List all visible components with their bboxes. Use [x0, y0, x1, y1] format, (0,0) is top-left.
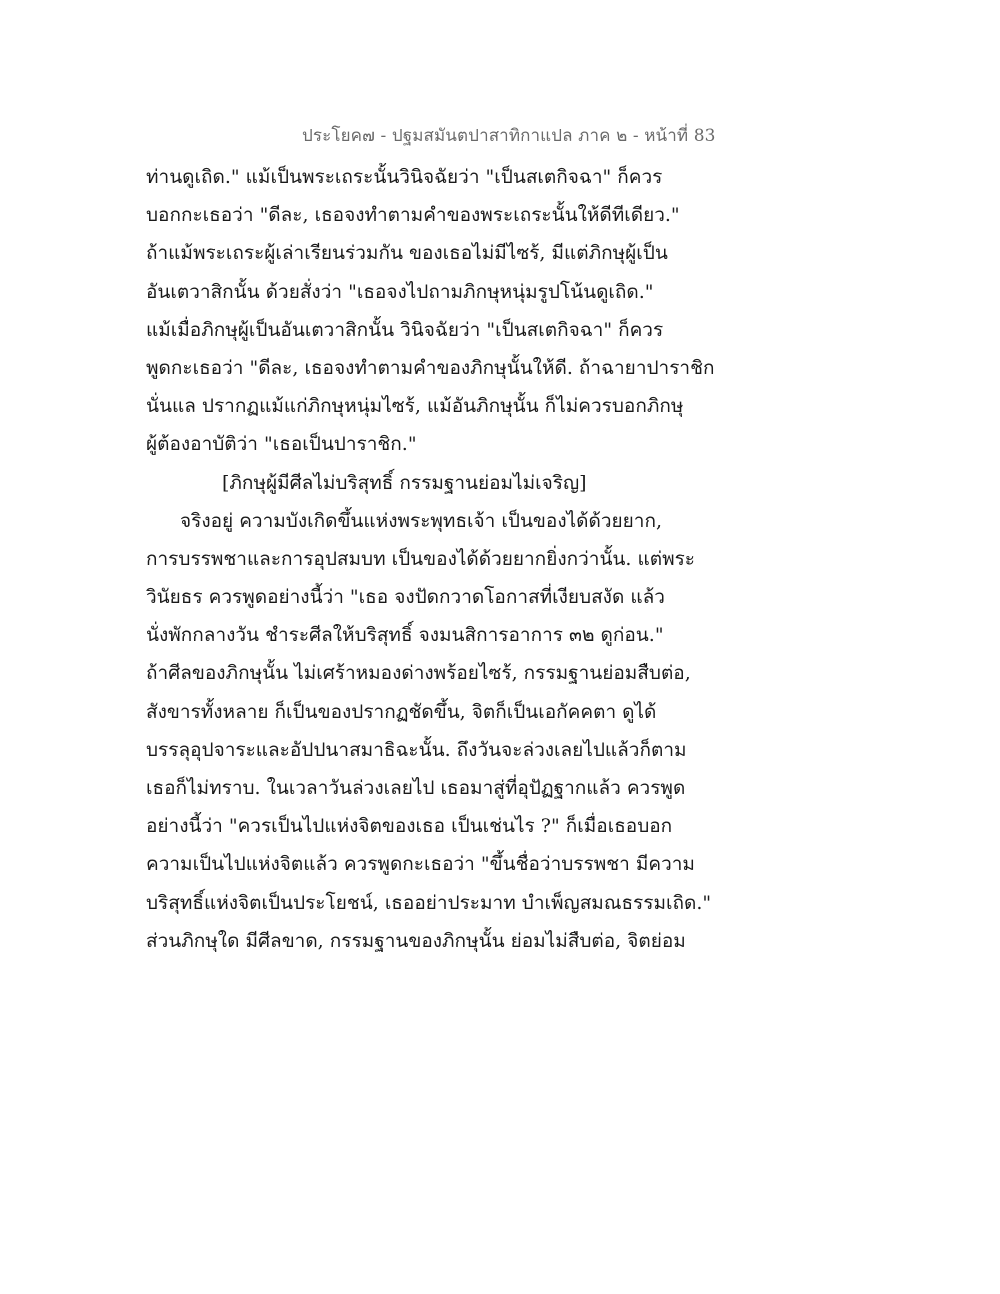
running-header: ประโยค๗ - ปฐมสมันตปาสาทิกาแปล ภาค ๒ - หน้าที่ 83	[302, 126, 716, 146]
text-line: ความเป็นไปแห่งจิตแล้ว ควรพูดกะเธอว่า "ขึ้นชื่อว่าบรรพชา มีความ	[146, 853, 695, 876]
text-line: ถ้าแม้พระเถระผู้เล่าเรียนร่วมกัน ของเธอไม่มีไซร้, มีแต่ภิกษุผู้เป็น	[146, 242, 668, 265]
text-line: อันเตวาสิกนั้น ด้วยสั่งว่า "เธอจงไปถามภิกษุหนุ่มรูปโน้นดูเถิด."	[146, 280, 654, 303]
text-line: สังขารทั้งหลาย ก็เป็นของปรากฏชัดขึ้น, จิตก็เป็นเอกัคคตา ดูได้	[146, 700, 657, 723]
text-line: เธอก็ไม่ทราบ. ในเวลาวันล่วงเลยไป เธอมาสู่ที่อุปัฏฐากแล้ว ควรพูด	[146, 777, 686, 799]
text-line: ท่านดูเถิด." แม้เป็นพระเถระนั้นวินิจฉัยว่า "เป็นสเตกิจฉา" ก็ควร	[146, 166, 663, 188]
text-line: บรรลุอุปจาระและอัปปนาสมาธิฉะนั้น. ถึงวันจะล่วงเลยไปแล้วก็ตาม	[146, 738, 687, 761]
text-line: นั่นแล ปรากฏแม้แก่ภิกษุหนุ่มไซร้, แม้อันภิกษุนั้น ก็ไม่ควรบอกภิกษุ	[146, 395, 684, 418]
text-line: วินัยธร ควรพูดอย่างนี้ว่า "เธอ จงปัดกวาดโอกาสที่เงียบสงัด แล้ว	[146, 586, 665, 609]
text-line: พูดกะเธอว่า "ดีละ, เธอจงทำตามคำของภิกษุนั้นให้ดี. ถ้าฉายาปาราชิก	[146, 356, 715, 379]
text-line: การบรรพชาและการอุปสมบท เป็นของได้ด้วยยากยิ่งกว่านั้น. แต่พระ	[146, 547, 696, 570]
paragraph-first-line: จริงอยู่ ความบังเกิดขึ้นแห่งพระพุทธเจ้า เป็นของได้ด้วยยาก,	[180, 509, 662, 532]
text-line: บริสุทธิ์แห่งจิตเป็นประโยชน์, เธออย่าประมาท บำเพ็ญสมณธรรมเถิด."	[146, 891, 712, 914]
text-line: บอกกะเธอว่า "ดีละ, เธอจงทำตามคำของพระเถระนั้นให้ดีทีเดียว."	[146, 204, 680, 227]
text-line: แม้เมื่อภิกษุผู้เป็นอันเตวาสิกนั้น วินิจฉัยว่า "เป็นสเตกิจฉา" ก็ควร	[146, 318, 664, 341]
text-line: ส่วนภิกษุใด มีศีลขาด, กรรมฐานของภิกษุนั้น ย่อมไม่สืบต่อ, จิตย่อม	[146, 929, 686, 952]
text-line: อย่างนี้ว่า "ควรเป็นไปแห่งจิตของเธอ เป็นเช่นไร ?" ก็เมื่อเธอบอก	[146, 815, 673, 838]
text-line: ผู้ต้องอาบัติว่า "เธอเป็นปาราชิก."	[146, 433, 417, 456]
body-text	[146, 158, 716, 960]
text-line: นั่งพักกลางวัน ชำระศีลให้บริสุทธิ์ จงมนสิการอาการ ๓๒ ดูก่อน."	[146, 624, 664, 647]
text-line: ถ้าศีลของภิกษุนั้น ไม่เศร้าหมองด่างพร้อยไซร้, กรรมฐานย่อมสืบต่อ,	[146, 662, 691, 685]
section-heading: [ภิกษุผู้มีศีลไม่บริสุทธิ์ กรรมฐานย่อมไม่เจริญ]	[222, 471, 587, 494]
